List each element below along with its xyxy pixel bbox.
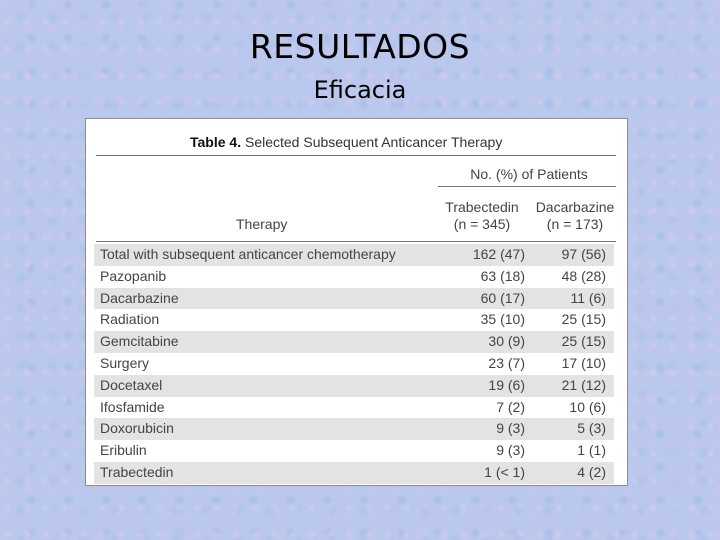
header-trabectedin bbox=[436, 199, 528, 233]
cell-therapy: Radiation bbox=[100, 311, 160, 328]
cell-therapy: Docetaxel bbox=[100, 376, 163, 393]
cell-therapy: Gemcitabine bbox=[100, 333, 179, 350]
header-dacarbazine-n: (n = 173) bbox=[546, 216, 604, 232]
cell-therapy: Pazopanib bbox=[100, 267, 167, 284]
header-trabectedin-name: Trabectedin bbox=[445, 199, 519, 215]
cell-dacarbazine: 48 (28) bbox=[561, 267, 606, 284]
cell-trabectedin: 60 (17) bbox=[480, 289, 525, 306]
cell-dacarbazine: 5 (3) bbox=[577, 420, 606, 437]
table-row bbox=[94, 440, 614, 462]
cell-trabectedin: 35 (10) bbox=[480, 311, 525, 328]
cell-therapy: Doxorubicin bbox=[100, 420, 174, 437]
cell-dacarbazine: 10 (6) bbox=[569, 398, 606, 415]
header-trabectedin-n: (n = 345) bbox=[453, 216, 511, 232]
cell-trabectedin: 162 (47) bbox=[472, 246, 525, 262]
table-row bbox=[94, 288, 614, 310]
table-row bbox=[94, 309, 614, 331]
header-dacarbazine-name: Dacarbazine bbox=[535, 199, 615, 215]
table-row bbox=[94, 331, 614, 353]
cell-dacarbazine: 97 (56) bbox=[561, 246, 606, 262]
table-row bbox=[94, 462, 614, 484]
cell-trabectedin: 30 (9) bbox=[488, 333, 525, 350]
cell-dacarbazine: 11 (6) bbox=[570, 289, 606, 306]
table-row bbox=[94, 375, 614, 397]
cell-therapy: Eribulin bbox=[100, 442, 147, 459]
cell-therapy: Dacarbazine bbox=[100, 289, 179, 306]
cell-trabectedin: 9 (3) bbox=[496, 420, 525, 437]
table-row bbox=[94, 397, 614, 419]
cell-dacarbazine: 25 (15) bbox=[561, 333, 606, 350]
cell-trabectedin: 1 (< 1) bbox=[484, 463, 525, 480]
header-rule bbox=[96, 241, 616, 242]
header-dacarbazine bbox=[530, 199, 620, 233]
cell-dacarbazine: 17 (10) bbox=[561, 354, 606, 371]
table-row bbox=[94, 244, 614, 266]
cell-therapy: Total with subsequent anticancer chemotherapy bbox=[100, 246, 396, 262]
cell-trabectedin: 7 (2) bbox=[496, 398, 525, 415]
table-image bbox=[86, 119, 627, 485]
cell-dacarbazine: 21 (12) bbox=[561, 376, 606, 393]
table-label: Table 4. bbox=[190, 134, 242, 150]
table-title: Selected Subsequent Anticancer Therapy bbox=[244, 134, 503, 150]
cell-trabectedin: 23 (7) bbox=[488, 354, 525, 371]
cell-therapy: Trabectedin bbox=[100, 463, 174, 480]
slide-subtitle: Eficacia bbox=[313, 76, 407, 104]
cell-therapy: Ifosfamide bbox=[100, 398, 165, 415]
cell-dacarbazine: 25 (15) bbox=[561, 311, 606, 328]
cell-trabectedin: 9 (3) bbox=[496, 442, 525, 459]
header-therapy: Therapy bbox=[236, 216, 288, 232]
group-rule bbox=[438, 186, 616, 187]
table-body bbox=[94, 244, 614, 484]
cell-therapy: Surgery bbox=[100, 354, 150, 371]
table-row bbox=[94, 418, 614, 440]
table-caption bbox=[190, 134, 502, 150]
cell-trabectedin: 19 (6) bbox=[488, 376, 525, 393]
cell-trabectedin: 63 (18) bbox=[480, 267, 525, 284]
table-row bbox=[94, 353, 614, 375]
group-header: No. (%) of Patients bbox=[470, 166, 588, 182]
cell-dacarbazine: 1 (1) bbox=[577, 442, 606, 459]
table-row bbox=[94, 266, 614, 288]
slide-title: RESULTADOS bbox=[249, 27, 471, 66]
caption-rule bbox=[96, 155, 616, 156]
cell-dacarbazine: 4 (2) bbox=[577, 463, 606, 480]
